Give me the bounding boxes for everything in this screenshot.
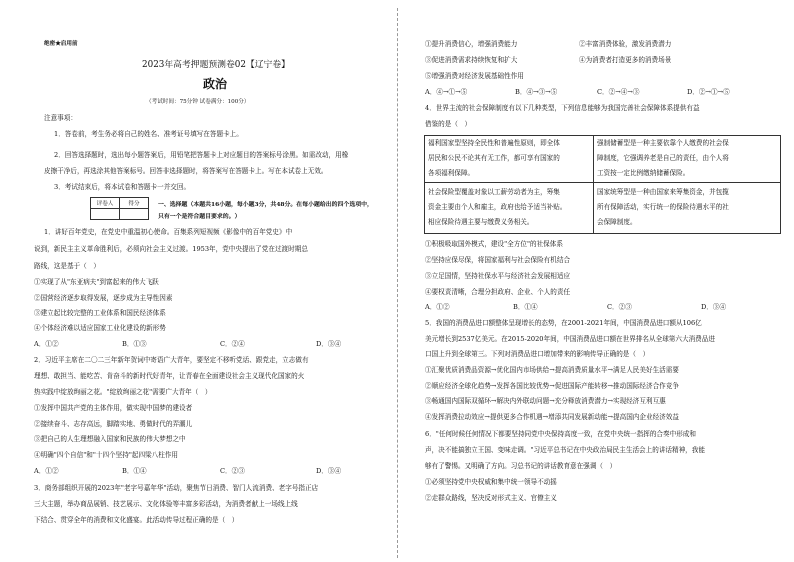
question-text: 2．习近平主席在二〇二三年新年贺词中寄语广大青年，要坚定不移听党话、跟党走，立志做有 (34, 356, 309, 364)
option-item: ③建立起比较完整的工业体系和国民经济体系 (34, 309, 166, 317)
option-item: ③把自己的人生理想融入国家和民族的伟大梦想之中 (34, 435, 186, 443)
question-text: 路线，这是基于（ ） (34, 262, 100, 270)
option-item: ④个体经济难以适应国家工业化建设的新形势 (34, 324, 166, 332)
option-item: ③立足国情，坚持社保水平与经济社会发展相适应 (425, 272, 571, 280)
notice-item: 1．答卷前，考生务必将自己的姓名、准考证号填写在答题卡上。 (54, 130, 243, 138)
option-item: ①实现了从"东亚病夫"到富起来的伟大飞跃 (34, 278, 159, 286)
option-item: ④明确"四个自信"和"十四个坚持"起四梁八柱作用 (34, 451, 179, 459)
score-cell-empty[interactable] (91, 209, 120, 220)
question-text: 5．我国的消费品进口额整体呈现增长的态势，在2001-2021年间，中国消费品进口额从106亿 (425, 319, 702, 327)
question-text: 美元增长到2537亿美元。在2015-2020年间，中国消费品进口额在世界排名从全球第六大消费品进 (425, 335, 715, 343)
option-item: ②国营经济逐步取得发展，逐步成为主导性因素 (34, 294, 173, 302)
score-cell-grader: 评卷人 (91, 198, 120, 209)
question-text: 口国上升到全球第三。下列对消费品进口增加带来的影响传导正确的是（ ） (425, 350, 650, 358)
table-cell-line: 各项福利保障。 (428, 169, 475, 177)
answer-choice[interactable]: A．①② (34, 467, 59, 475)
question-text: 借鉴的是（ ） (425, 120, 472, 128)
subject-title: 政治 (203, 77, 228, 91)
table-cell-line: 居民和公民不论其有无工作，都可享有国家的 (428, 154, 560, 162)
question-text: 够有了警惕。又明确了方向。习总书记的讲话教育意在强调（ ） (425, 462, 617, 470)
answer-choice[interactable]: A．①② (34, 340, 59, 348)
option-item: ④发挥消费拉动效应→提供更多合作机遇→增添共同发展新动能→提高国内企业经济效益 (425, 413, 679, 421)
option-item: ④为消费者打造更多的消费场景 (579, 56, 672, 64)
table-cell-line: 障制度，它强调养老是自己的责任，由个人将 (597, 154, 729, 162)
answer-choice[interactable]: B．①④ (122, 467, 147, 475)
answer-choice[interactable]: A．①② (425, 303, 450, 311)
question-text: 理想、敢担当、能吃苦、肯奋斗的新时代好青年，让青春在全面建设社会主义现代化国家的火 (34, 372, 305, 380)
answer-choice[interactable]: C．②③ (220, 467, 245, 475)
section-heading-2: 只有一个是符合题目要求的。） (158, 213, 241, 220)
table-cell-line: 资金主要由个人和雇主，政府也给予适当补贴。 (428, 203, 567, 211)
table-cell-line: 国家统筹型是一种由国家来筹集资金，并包揽 (597, 188, 729, 196)
answer-choice[interactable]: B．①④ (513, 303, 538, 311)
option-item: ①汇聚优质消费品资源→优化国内市场供给→提高消费质量水平→满足人民美好生活需要 (425, 366, 679, 374)
answer-choice[interactable]: C．②④ (220, 340, 245, 348)
notice-item: 2．回答选择题时，选出每小题答案后，用铅笔把答题卡上对应题目的答案标号涂黑。如需改动，用橡 (54, 151, 349, 159)
option-item: ②丰富消费体验，激发消费潜力 (579, 40, 672, 48)
option-item: ②顺应经济全球化趋势→发挥各国比较优势→促进国际产能转移→推动国际经济合作竞争 (425, 382, 679, 390)
option-item: ②坚持应保尽保，将国家福利与社会保险有机结合 (425, 256, 571, 264)
question-text: 1．讲好百年党史，在党史中重温初心使命。百集系列短视频《影像中的百年党史》中 (44, 228, 293, 236)
answer-choice[interactable]: A．④→①→⑤ (425, 88, 468, 96)
answer-choice[interactable]: B．①③ (122, 340, 147, 348)
answer-choice[interactable]: D．③④ (701, 303, 727, 311)
answer-choice[interactable]: B．④→③→⑤ (515, 88, 558, 96)
score-table (90, 197, 149, 220)
exam-meta: （考试时间：75分钟 试卷满分：100分） (146, 99, 250, 105)
answer-choice[interactable]: D．②→①→⑤ (687, 88, 730, 96)
question-text: 6．"任何时候任何情况下都要坚持同党中央保持高度一致，在党中央统一指挥的合奏中形成和 (425, 430, 696, 438)
option-item: ①发挥中国共产党的主体作用，做实现中国梦的建设者 (34, 404, 193, 412)
option-item: ③促进消费需求持续恢复和扩大 (425, 56, 518, 64)
answer-choice[interactable]: C．②→④→③ (597, 88, 640, 96)
table-cell-line: 相应保险待遇主要与缴费义务相关。 (428, 218, 534, 226)
answer-choice[interactable]: D．③④ (316, 467, 342, 475)
answer-choice[interactable]: C．②③ (607, 303, 632, 311)
section-heading: 一、选择题（本题共16小题，每小题3分，共48分。在每小题给出的四个选项中， (158, 201, 373, 208)
option-item: ②走群众路线，坚决反对形式主义、官僚主义 (425, 494, 557, 502)
table-cell-line: 福利国家型坚持全民性和普遍性原则，即全体 (428, 139, 560, 147)
right-column (397, 0, 794, 562)
table-cell-line: 所有保障活动，实行统一的保险待遇水平的社 (597, 203, 729, 211)
answer-choice[interactable]: D．③④ (316, 340, 342, 348)
option-item: ⑤增强消费对经济发展基础性作用 (425, 72, 524, 80)
option-item: ①提升消费信心，增强消费能力 (425, 40, 518, 48)
exam-title: 2023年高考押题预测卷02【辽宁卷】 (142, 60, 290, 70)
option-item: ④要权责清晰，合理分担政府、企业、个人的责任 (425, 288, 571, 296)
score-cell-empty[interactable] (120, 209, 149, 220)
option-item: ②接续奋斗、志存高远，脚踏实地、勇做时代的弄潮儿 (34, 420, 193, 428)
question-text: 热实践中绽放绚丽之花。"绽放绚丽之花"需要广大青年（ ） (34, 388, 212, 396)
question-text: 三大主题，举办商品展销、技艺展示、文化体验等丰富多彩活动，为消费者献上一场线上线 (34, 500, 298, 508)
question-text: 声，决不能搞独立王国、变味走调。"习近平总书记在中央政治局民主生活会上的讲话精神，我能 (425, 446, 705, 454)
question-text: 说到，新民主主义革命胜利后，必须向社会主义过渡。1953年，党中央提出了党在过渡时期总 (34, 245, 308, 253)
question-text: 下结合、贯穿全年的消费和文化盛宴。此活动传导过程正确的是（ ） (34, 516, 239, 524)
secret-label: 绝密★启用前 (44, 41, 78, 47)
option-item: ①必须坚持党中央权威和集中统一领导不动摇 (425, 478, 557, 486)
option-item: ①积极吸取国外模式，建设"全方位"的社保体系 (425, 240, 563, 248)
notice-label: 注意事项： (44, 114, 77, 122)
table-cell-line: 会保障制度。 (597, 218, 637, 226)
table-cell-line: 强制储蓄型是一种主要依靠个人缴费的社会保 (597, 139, 729, 147)
notice-item: 皮擦干净后，再选涂其他答案标号。回答非选择题时，将答案写在答题卡上。写在本试卷上无效。 (44, 167, 328, 175)
table-cell-line: 工资按一定比例缴纳储蓄保险。 (597, 169, 690, 177)
notice-item: 3．考试结束后，将本试卷和答题卡一并交回。 (54, 183, 191, 191)
score-cell-score: 得分 (120, 198, 149, 209)
question-text: 4．世界主流的社会保障制度有以下几种类型，下列信息能够为我国完善社会保障体系提供有益 (425, 104, 700, 112)
question-text: 3．商务部组织开展的2023年"老字号嘉年华"活动，聚焦节日消费、智门人流消费、老字号指正店 (34, 484, 319, 492)
option-item: ③畅通国内国际双循环→解决内外联动问题→充分释放消费潜力→实现经济互利互惠 (425, 397, 666, 405)
table-cell-line: 社会保险型覆盖对象以工薪劳动者为主，筹集 (428, 188, 560, 196)
